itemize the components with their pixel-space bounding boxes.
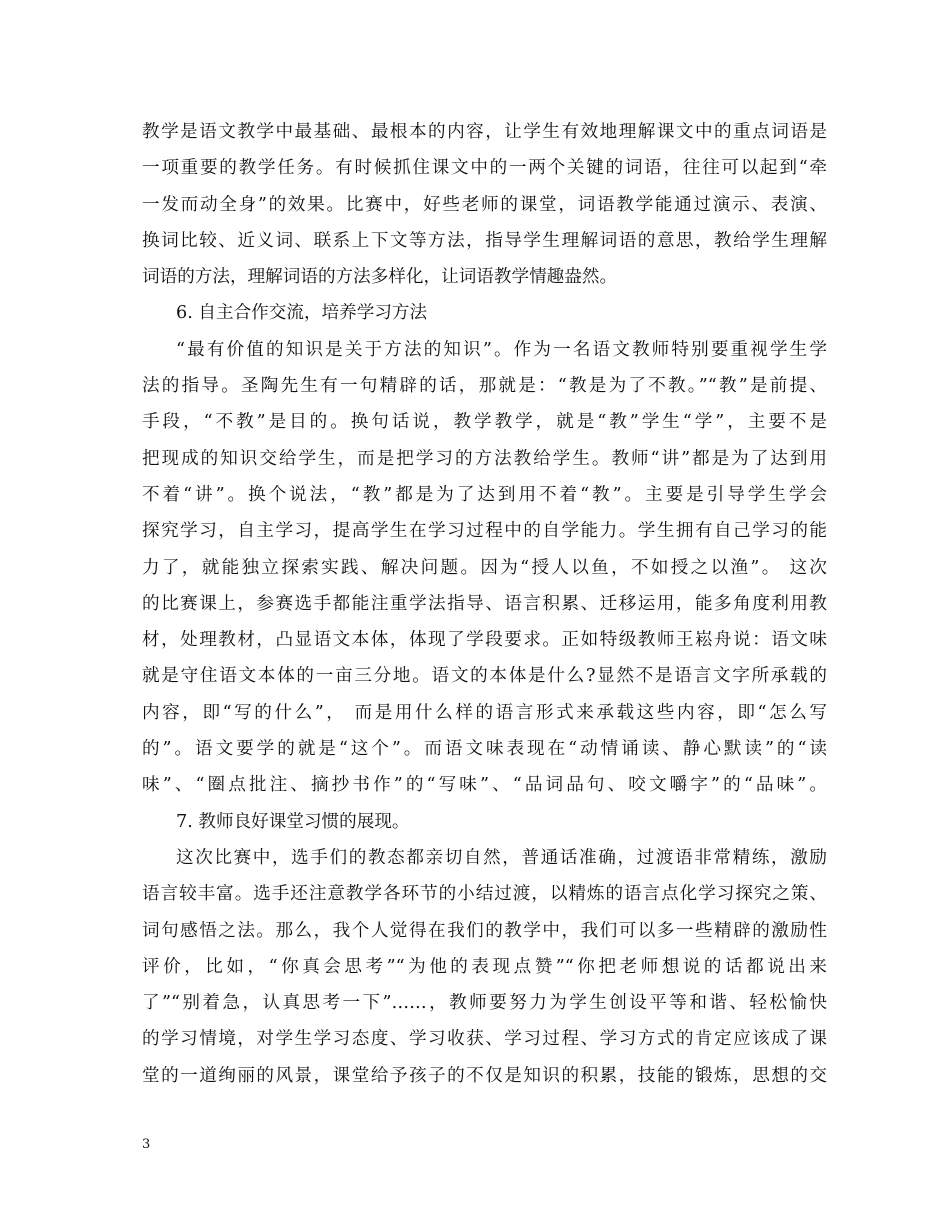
text-line: 味”、“圈点批注、摘抄书作”的“写味”、“品词品句、咬文嚼字”的“品味”。 — [142, 775, 827, 796]
text-line: 教学是语文教学中最基础、最根本的内容，让学生有效地理解课文中的重点词语是 — [142, 122, 827, 142]
text-line: 语言较丰富。选手还注意教学各环节的小结过渡，以精炼的语言点化学习探究之策、 — [142, 884, 827, 905]
text-line: 词语的方法，理解词语的方法多样化，让词语教学情趣盎然。 — [142, 267, 618, 288]
text-line: 一发而动全身”的效果。比赛中，好些老师的课堂，词语教学能通过演示、表演、 — [142, 194, 827, 215]
text-line: 一项重要的教学任务。有时候抓住课文中的一两个关键的词语，往往可以起到“牵 — [142, 158, 827, 179]
text-line: 材，处理教材，凸显语文本体，体现了学段要求。正如特级教师王崧舟说：语文味 — [142, 630, 827, 651]
text-line: 堂的一道绚丽的风景，课堂给予孩子的不仅是知识的积累，技能的锻炼，思想的交 — [142, 1065, 827, 1086]
text-line: 手段，“不教”是目的。换句话说，教学教学，就是“教”学生“学”，主要不是 — [142, 412, 827, 433]
text-line: 不着“讲”。换个说法，“教”都是为了达到用不着“教”。主要是引导学生学会 — [142, 484, 827, 505]
section-heading-6: 6. 自主合作交流，培养学习方法 — [176, 303, 428, 324]
text-line: 换词比较、近义词、联系上下文等方法，指导学生理解词语的意思，教给学生理解 — [142, 230, 827, 251]
text-line: 力了，就能独立探索实践、解决问题。因为“授人以鱼，不如授之以渔”。 这次 — [142, 557, 827, 578]
text-line: 这次比赛中，选手们的教态都亲切自然，普通话准确，过渡语非常精练，激励 — [176, 847, 827, 868]
text-line: 把现成的知识交给学生，而是把学习的方法教给学生。教师“讲”都是为了达到用 — [142, 448, 827, 469]
body-text — [142, 114, 827, 1094]
text-line: 的”。语文要学的就是“这个”。而语文味表现在“动情诵读、静心默读”的“读 — [142, 739, 827, 760]
text-line: 内容，即“写的什么”， 而是用什么样的语言形式来承载这些内容，即“怎么写 — [142, 702, 827, 723]
text-line: “最有价值的知识是关于方法的知识”。作为一名语文教师特别要重视学生学 — [176, 339, 827, 360]
text-line: 的学习情境，对学生学习态度、学习收获、学习过程、学习方式的肯定应该成了课 — [142, 1029, 827, 1050]
page-number: 3 — [142, 1137, 151, 1152]
text-line: 了”“别着急，认真思考一下”……，教师要努力为学生创设平等和谐、轻松愉快 — [142, 993, 827, 1014]
text-line: 探究学习，自主学习，提高学生在学习过程中的自学能力。学生拥有自己学习的能 — [142, 521, 827, 542]
text-line: 的比赛课上，参赛选手都能注重学法指导、语言积累、迁移运用，能多角度利用教 — [142, 593, 827, 614]
text-line: 法的指导。圣陶先生有一句精辟的话，那就是：“教是为了不教。”“教”是前提、 — [142, 376, 827, 397]
text-line: 词句感悟之法。那么，我个人觉得在我们的教学中，我们可以多一些精辟的激励性 — [142, 920, 827, 941]
text-line: 就是守住语文本体的一亩三分地。语文的本体是什么?显然不是语言文字所承载的 — [142, 666, 827, 687]
section-heading-7: 7. 教师良好课堂习惯的展现。 — [176, 811, 410, 832]
text-line: 评价，比如，“你真会思考”“为他的表现点赞”“你把老师想说的话都说出来 — [142, 956, 827, 977]
